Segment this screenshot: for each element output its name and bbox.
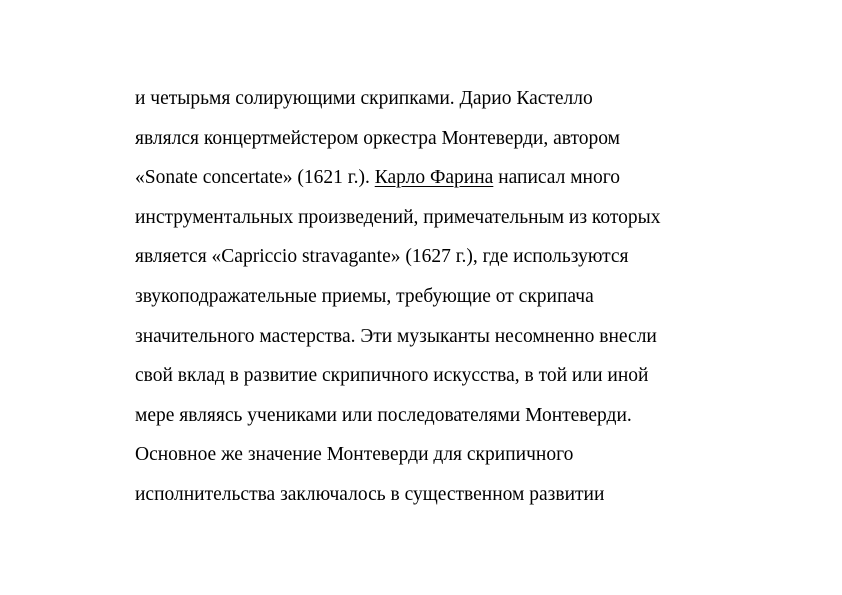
text-line: значительного мастерства. Эти музыканты несомненно внесли: [135, 325, 657, 347]
text-line: [135, 163, 775, 203]
carlo-farina-link[interactable]: Карло Фарина: [374, 167, 494, 189]
text-line: исполнительства заключалось в существенном развитии: [135, 483, 605, 505]
text-line: и четырьмя солирующими скрипками. Дарио Кастелло: [135, 88, 593, 109]
text-line: свой вклад в развитие скрипичного искусства, в той или иной: [135, 365, 649, 387]
text-line: инструментальных произведений, примечательным из которых: [135, 206, 661, 228]
text-line: являлся концертмейстером оркестра Монтеверди, автором: [135, 127, 620, 149]
text-line: мере являясь учениками или последователями Монтеверди.: [135, 404, 632, 426]
text-line: звукоподражательные приемы, требующие от скрипача: [135, 285, 594, 307]
text-segment: написал много: [493, 167, 621, 189]
text-line: является «Capriccio stravagante» (1627 г.), где используются: [135, 246, 629, 268]
document-text: [135, 84, 775, 520]
text-segment: «Sonate concertate» (1621 г.).: [135, 167, 375, 189]
text-line: Основное же значение Монтеверди для скрипичного: [135, 444, 574, 466]
